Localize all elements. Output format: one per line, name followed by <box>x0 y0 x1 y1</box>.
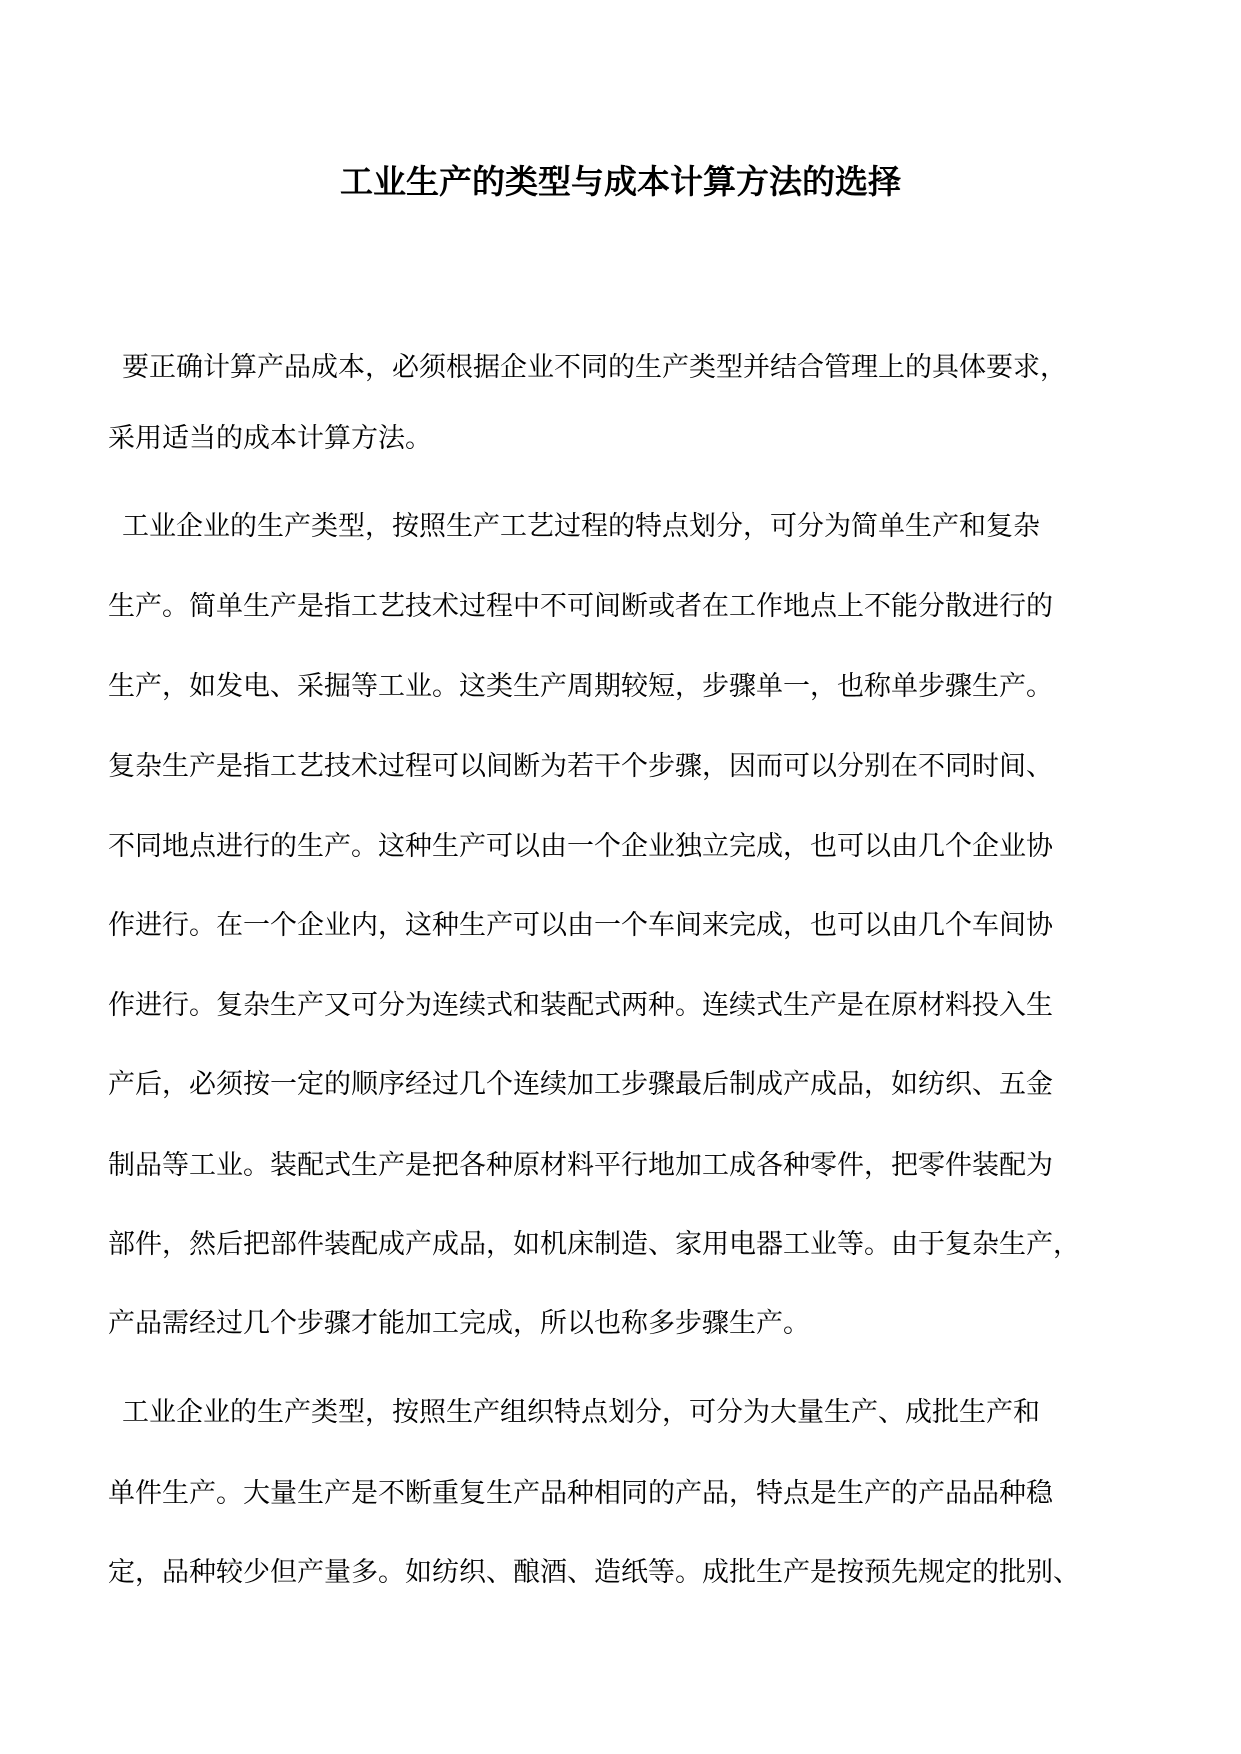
page-title: 工业生产的类型与成本计算方法的选择 <box>340 162 901 201</box>
paragraph-line: 生产。简单生产是指工艺技术过程中不可间断或者在工作地点上不能分散进行的 <box>108 591 1053 622</box>
paragraph-line: 工业企业的生产类型，按照生产组织特点划分，可分为大量生产、成批生产和 <box>122 1397 1040 1428</box>
paragraph-line: 单件生产。大量生产是不断重复生产品种相同的产品，特点是生产的产品品种稳 <box>108 1478 1053 1509</box>
paragraph-line: 产后，必须按一定的顺序经过几个连续加工步骤最后制成产成品，如纺织、五金 <box>108 1069 1053 1100</box>
paragraph-line: 制品等工业。装配式生产是把各种原材料平行地加工成各种零件，把零件装配为 <box>108 1150 1053 1181</box>
paragraph-line: 采用适当的成本计算方法。 <box>108 423 432 454</box>
paragraph-line: 作进行。复杂生产又可分为连续式和装配式两种。连续式生产是在原材料投入生 <box>108 990 1053 1021</box>
paragraph-line: 生产，如发电、采掘等工业。这类生产周期较短，步骤单一，也称单步骤生产。 <box>108 671 1053 702</box>
paragraph-line: 产品需经过几个步骤才能加工完成，所以也称多步骤生产。 <box>108 1308 810 1339</box>
paragraph-line: 部件，然后把部件装配成产成品，如机床制造、家用电器工业等。由于复杂生产， <box>108 1229 1080 1260</box>
paragraph-line: 不同地点进行的生产。这种生产可以由一个企业独立完成，也可以由几个企业协 <box>108 831 1053 862</box>
paragraph-line: 定，品种较少但产量多。如纺织、酿酒、造纸等。成批生产是按预先规定的批别、 <box>108 1557 1080 1588</box>
paragraph-line: 复杂生产是指工艺技术过程可以间断为若干个步骤，因而可以分别在不同时间、 <box>108 751 1053 782</box>
paragraph-line: 工业企业的生产类型，按照生产工艺过程的特点划分，可分为简单生产和复杂 <box>122 511 1040 542</box>
paragraph-line: 作进行。在一个企业内，这种生产可以由一个车间来完成，也可以由几个车间协 <box>108 910 1053 941</box>
paragraph-line: 要正确计算产品成本，必须根据企业不同的生产类型并结合管理上的具体要求， <box>122 352 1067 383</box>
